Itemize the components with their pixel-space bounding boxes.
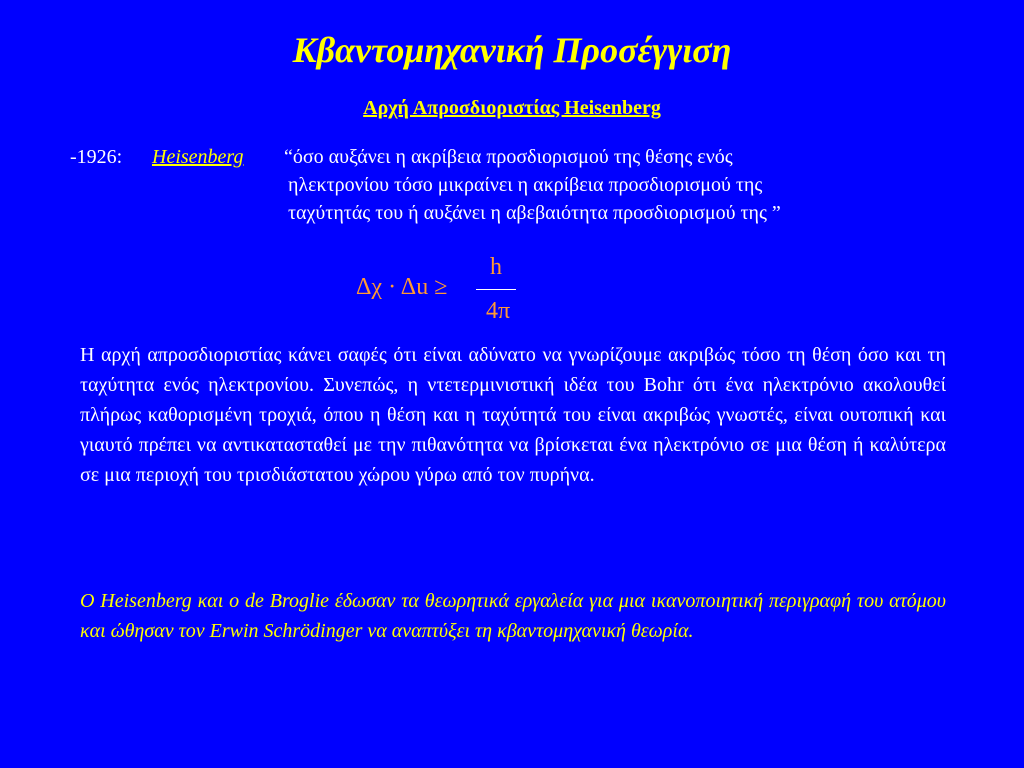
slide-subtitle: Αρχή Απροσδιοριστίας Heisenberg (363, 97, 661, 119)
quote-text (284, 143, 964, 227)
quote-line: ταχύτητάς του ή αυξάνει η αβεβαιότητα προσδιορισμού της ” (288, 202, 781, 224)
quote-year: -1926: (70, 146, 123, 168)
formula-denominator: 4π (485, 298, 511, 324)
quote-line: “όσο αυξάνει η ακρίβεια προσδιορισμού της θέσης ενός (284, 146, 733, 168)
fraction-bar (476, 289, 516, 290)
formula-numerator: h (490, 254, 502, 280)
quote-line: ηλεκτρονίου τόσο μικραίνει η ακρίβεια προσδιορισμού της (288, 174, 763, 196)
uncertainty-formula (350, 252, 550, 332)
conclusion-paragraph: O Heisenberg και ο de Broglie έδωσαν τα θεωρητικά εργαλεία για μια ικανοποιητική περιγραφή του ατόμου και ώθησαν τον Erwin Schrödinger να αναπτύξει τη κβαντομηχανική θεωρία. (80, 590, 946, 642)
formula-lhs: Δχ · Δu ≥ (356, 274, 448, 300)
slide-title: Κβαντομηχανική Προσέγγιση (292, 30, 732, 70)
explanation-paragraph: Η αρχή απροσδιοριστίας κάνει σαφές ότι είναι αδύνατο να γνωρίζουμε ακριβώς τόσο τη θέση όσο και τη ταχύτητα ενός ηλεκτρονίου. Συνεπώς, η ντετερμινιστική ιδέα του Bohr ότι ένα ηλεκτρόνιο ακολουθεί πλήρως καθορισμένη τροχιά, όπου η θέση και η ταχύτητά του είναι ακριβώς γνωστές, είναι ουτοπική και γιαυτό πρέπει να αντικατασταθεί με την πιθανότητα να βρίσκεται ένα ηλεκτρόνιο σε μια θέση ή καλύτερα σε μια περιοχή του τρισδιάστατου χώρου γύρω από τον πυρήνα. (80, 344, 946, 486)
quote-author-link[interactable]: Heisenberg (152, 146, 244, 168)
